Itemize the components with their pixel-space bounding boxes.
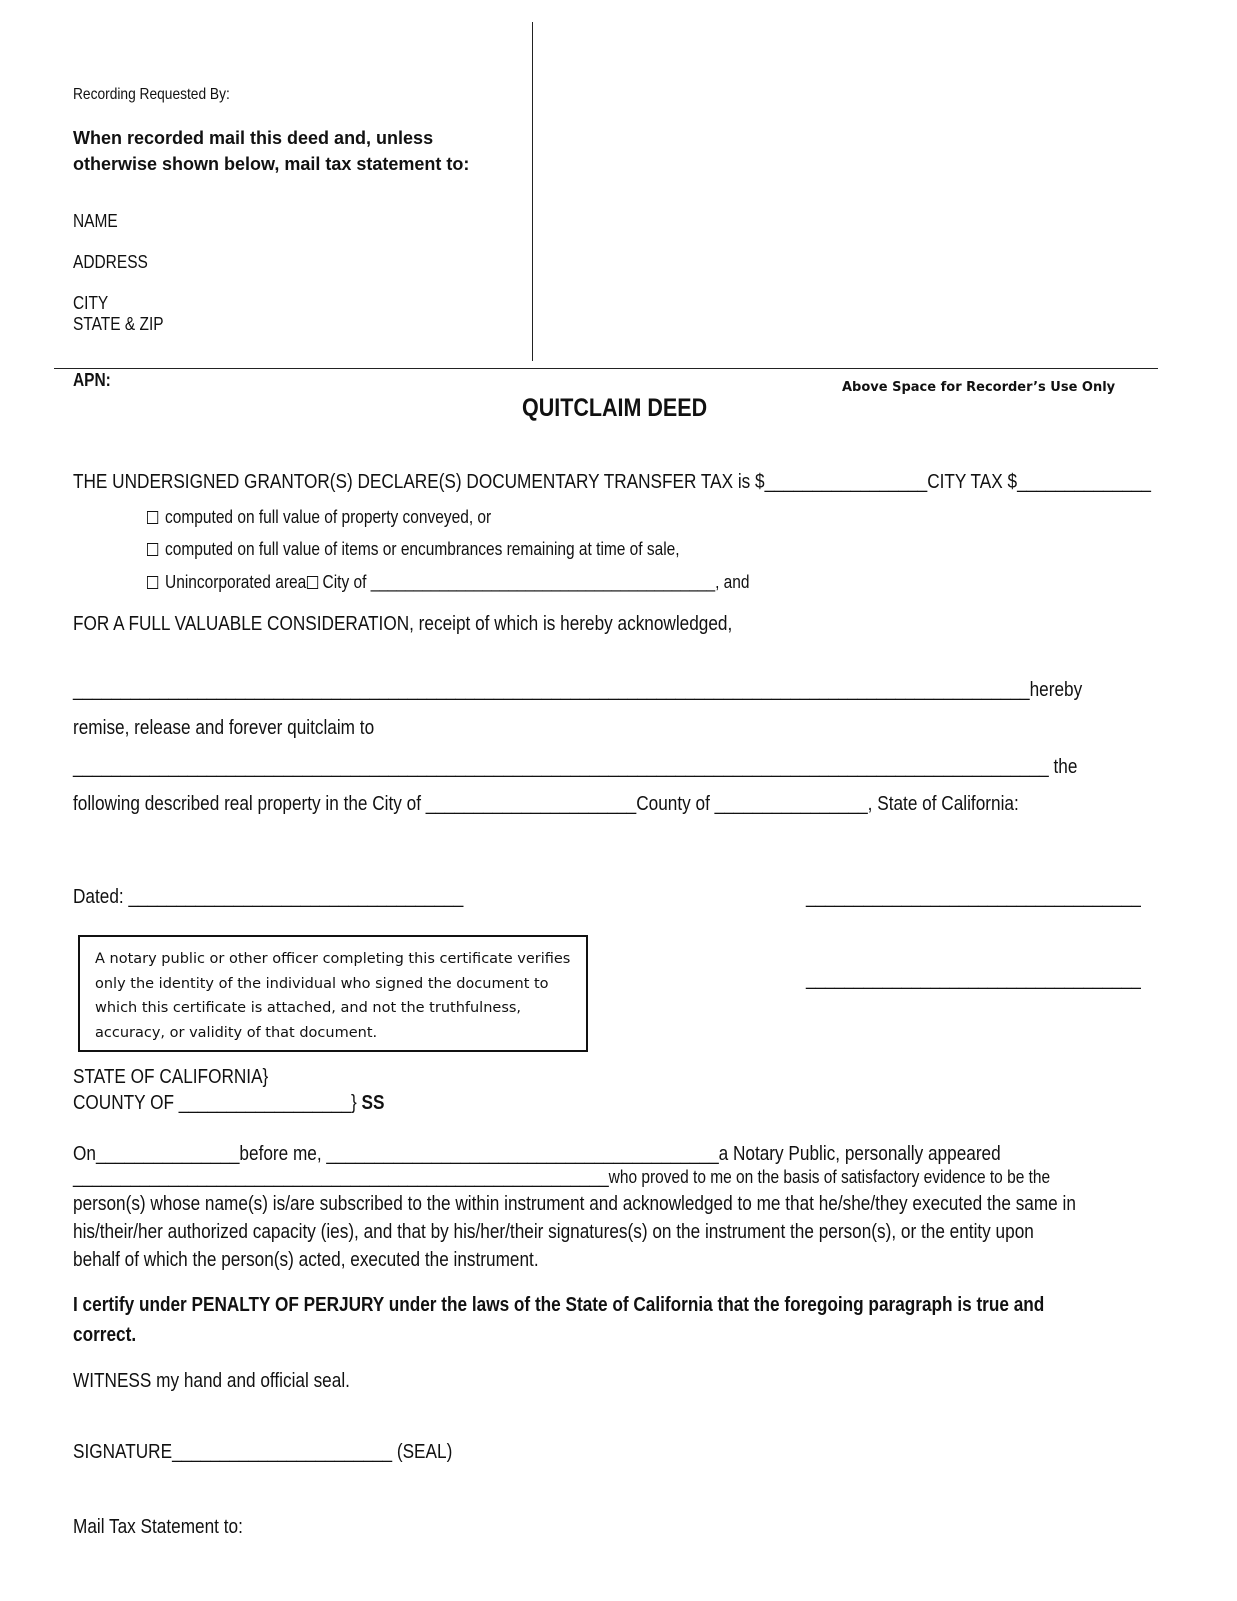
recorder-use-note: Above Space for Recorder’s Use Only	[842, 380, 1116, 395]
tax-option-encumbrances-label: computed on full value of items or encumbrances remaining at time of sale,	[165, 539, 680, 559]
header-divider-vertical	[532, 22, 533, 361]
checkbox-city-of[interactable]	[307, 576, 318, 589]
proved-text: who proved to me on the basis of satisfactory evidence to be the	[608, 1167, 1051, 1187]
header-divider-horizontal	[54, 368, 1158, 369]
witness-line: WITNESS my hand and official seal.	[73, 1370, 350, 1392]
notary-signature-line: SIGNATURE_______________________ (SEAL)	[73, 1441, 453, 1463]
mail-instruction-line2: otherwise shown below, mail tax statement to:	[73, 154, 470, 174]
perjury-certification-line1: I certify under PENALTY OF PERJURY under the laws of the State of California that the foregoing paragraph is true and	[73, 1294, 1045, 1316]
acknowledgment-para-line1: person(s) whose name(s) is/are subscribed to the within instrument and acknowledged to me that he/she/they executed the same in	[73, 1193, 1076, 1215]
unincorporated-area-label: Unincorporated area	[165, 572, 307, 592]
property-description-line: following described real property in the City of ______________________County of ________________, State of California:	[73, 793, 1019, 815]
tax-option-area	[147, 572, 750, 593]
grantor-signature-line-2: ___________________________________	[806, 968, 1141, 990]
checkbox-unincorporated-area[interactable]	[147, 576, 158, 589]
grantor-signature-line-1: ___________________________________	[806, 886, 1141, 908]
document-title: QUITCLAIM DEED	[522, 394, 708, 422]
address-label: ADDRESS	[73, 252, 148, 272]
ss-label: SS	[361, 1092, 385, 1114]
transfer-tax-line: THE UNDERSIGNED GRANTOR(S) DECLARE(S) DOCUMENTARY TRANSFER TAX is $_________________CITY TAX $______________	[73, 471, 1151, 493]
acknowledgment-para-line3: behalf of which the person(s) acted, executed the instrument.	[73, 1249, 539, 1271]
perjury-certification-line2: correct.	[73, 1324, 137, 1346]
appeared-blank: ________________________________________________________	[73, 1166, 609, 1188]
consideration-line: FOR A FULL VALUABLE CONSIDERATION, receipt of which is hereby acknowledged,	[73, 613, 733, 635]
tax-option-full-value-label: computed on full value of property conveyed, or	[165, 507, 492, 527]
appeared-blank-line	[73, 1166, 1050, 1189]
state-zip-label: STATE & ZIP	[73, 314, 164, 334]
grantor-blank-line: ____________________________________________________________________________________________________hereby	[73, 679, 1083, 701]
dated-line: Dated: ___________________________________	[73, 886, 464, 908]
checkbox-full-value[interactable]	[147, 511, 158, 524]
mail-instruction-line1: When recorded mail this deed and, unless	[73, 128, 434, 148]
remise-line: remise, release and forever quitclaim to	[73, 717, 375, 739]
county-of-line	[73, 1092, 384, 1115]
state-of-california: STATE OF CALIFORNIA}	[73, 1066, 269, 1088]
city-of-label: City of ________________________________________, and	[322, 572, 750, 592]
notary-on-line: On_______________before me, _________________________________________a Notary Public, personally appeared	[73, 1143, 1001, 1165]
notary-disclaimer-box	[78, 935, 588, 1052]
city-label: CITY	[73, 293, 109, 313]
notary-disclaimer-text: A notary public or other officer completing this certificate verifies only the identity of the individual who signed the document to which this certificate is attached, and not the truthfulness, accuracy, or validity of that document.	[95, 951, 571, 1041]
grantee-blank-line: ______________________________________________________________________________________________________ the	[73, 756, 1078, 778]
mail-tax-statement-label: Mail Tax Statement to:	[73, 1516, 243, 1538]
county-of-text: COUNTY OF __________________}	[73, 1092, 357, 1114]
apn-label: APN:	[73, 370, 111, 390]
tax-option-full-value	[147, 507, 491, 528]
checkbox-encumbrances[interactable]	[147, 543, 158, 556]
acknowledgment-para-line2: his/their/her authorized capacity (ies), and that by his/her/their signatures(s) on the instrument the person(s), or the entity upon	[73, 1221, 1034, 1243]
name-label: NAME	[73, 211, 118, 231]
recording-requested-by: Recording Requested By:	[73, 86, 230, 103]
tax-option-encumbrances	[147, 539, 680, 560]
